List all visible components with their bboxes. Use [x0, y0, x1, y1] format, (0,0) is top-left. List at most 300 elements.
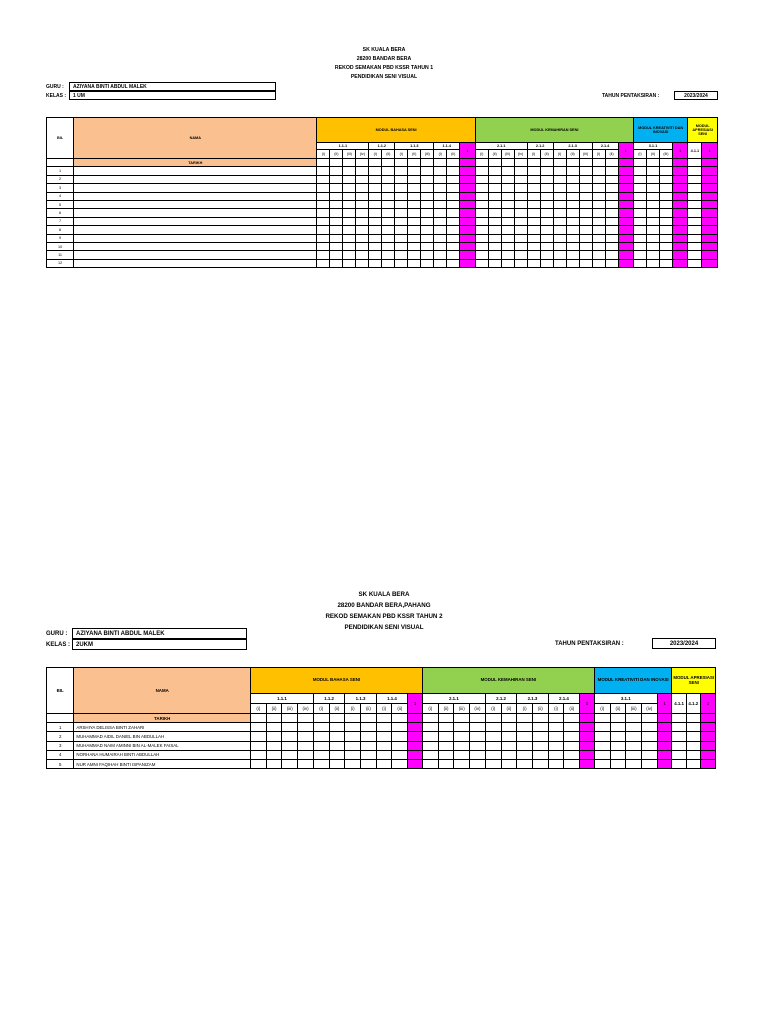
student-score-cell[interactable]	[610, 741, 626, 750]
tarikh-total-cell[interactable]	[408, 714, 423, 723]
student-total-cell[interactable]	[700, 741, 715, 750]
student-score-cell[interactable]	[532, 759, 548, 768]
student-score-cell[interactable]	[361, 741, 377, 750]
student-score-cell[interactable]	[672, 741, 686, 750]
student-total-cell[interactable]	[657, 750, 672, 759]
student-score-cell[interactable]	[532, 750, 548, 759]
student-score-cell[interactable]	[594, 750, 610, 759]
student-score-cell[interactable]	[298, 732, 314, 741]
tarikh-score-cell[interactable]	[610, 714, 626, 723]
student-score-cell[interactable]	[298, 723, 314, 732]
nama-header: NAMA	[74, 118, 317, 159]
student-row	[47, 741, 716, 750]
code-3-1-1: 3.1.1	[634, 143, 673, 150]
student-score-cell[interactable]	[361, 723, 377, 732]
tahun-label: TAHUN PENTAKSIRAN :	[555, 640, 624, 647]
student-score-cell[interactable]	[532, 732, 548, 741]
student-score-cell[interactable]	[548, 759, 564, 768]
student-score-cell[interactable]	[438, 750, 454, 759]
student-score-cell[interactable]	[594, 723, 610, 732]
student-score-cell[interactable]	[470, 759, 486, 768]
sub-header: (ii)	[605, 150, 618, 159]
tarikh-score-cell[interactable]	[392, 714, 408, 723]
student-bil: 8	[47, 226, 74, 234]
bil-header: BIL	[47, 118, 74, 159]
sub-header: (ii)	[501, 704, 517, 714]
guru-label: GURU :	[46, 83, 64, 90]
student-score-cell[interactable]	[548, 741, 564, 750]
total-header: 1	[672, 143, 687, 159]
student-total-cell[interactable]	[408, 759, 423, 768]
code-2-1-2: 2.1.2	[527, 143, 553, 150]
student-score-cell[interactable]	[329, 723, 345, 732]
student-total-cell[interactable]	[657, 732, 672, 741]
sub-header: (ii)	[646, 150, 659, 159]
sub-header: (iii)	[343, 150, 356, 159]
student-score-cell[interactable]	[501, 750, 517, 759]
student-score-cell[interactable]	[422, 723, 438, 732]
student-score-cell[interactable]	[282, 732, 298, 741]
student-score-cell[interactable]	[282, 723, 298, 732]
student-score-cell[interactable]	[672, 723, 686, 732]
student-total-cell[interactable]	[408, 732, 423, 741]
tarikh-score-cell[interactable]	[594, 714, 610, 723]
kelas-field[interactable]: 1 UM	[69, 91, 276, 100]
tarikh-score-cell[interactable]	[329, 714, 345, 723]
student-name[interactable]: NORHANA HUMAIRAH BINTI ABDULLAH	[74, 750, 251, 759]
sub-header: (iii)	[659, 150, 672, 159]
student-score-cell[interactable]	[422, 759, 438, 768]
module-header-1: MODUL BAHASA SENI	[317, 118, 475, 143]
student-score-cell[interactable]	[345, 741, 361, 750]
student-score-cell[interactable]	[376, 750, 392, 759]
subject-title: PENDIDIKAN SENI VISUAL	[344, 624, 424, 631]
sub-header: (ii)	[564, 704, 580, 714]
student-total-cell[interactable]	[657, 741, 672, 750]
student-score-cell[interactable]	[266, 732, 282, 741]
student-score-cell[interactable]	[313, 759, 329, 768]
student-total-cell[interactable]	[580, 723, 595, 732]
total-header: 1	[460, 143, 475, 159]
student-score-cell[interactable]	[548, 732, 564, 741]
student-total-cell[interactable]	[408, 750, 423, 759]
sub-header: (iii)	[421, 150, 434, 159]
sub-header: (iii)	[579, 150, 592, 159]
tarikh-score-cell[interactable]	[438, 714, 454, 723]
sub-header: (iii)	[282, 704, 298, 714]
tahun-field[interactable]: 2023/2024	[674, 91, 718, 100]
student-score-cell[interactable]	[548, 750, 564, 759]
student-score-cell[interactable]	[626, 759, 642, 768]
tarikh-score-cell[interactable]	[376, 714, 392, 723]
sub-header: (i)	[317, 150, 330, 159]
student-score-cell[interactable]	[672, 750, 686, 759]
student-score-cell[interactable]	[282, 741, 298, 750]
student-score-cell[interactable]	[642, 732, 658, 741]
tarikh-label: TARIKH	[74, 159, 317, 167]
tarikh-score-cell[interactable]	[422, 714, 438, 723]
student-score-cell[interactable]	[313, 750, 329, 759]
student-score-cell[interactable]	[517, 723, 533, 732]
student-score-cell[interactable]	[532, 723, 548, 732]
bil-header: BIL	[47, 668, 74, 714]
tarikh-score-cell[interactable]	[642, 714, 658, 723]
code-2-1-2: 2.1.2	[485, 694, 516, 704]
module-header-2: MODUL KEMAHIRAN SENI	[475, 118, 633, 143]
student-score-cell[interactable]	[564, 723, 580, 732]
sub-header: (i)	[345, 704, 361, 714]
student-score-cell[interactable]	[454, 759, 470, 768]
sub-header: (i)	[376, 704, 392, 714]
student-score-cell[interactable]	[517, 759, 533, 768]
student-total-cell[interactable]	[580, 759, 595, 768]
tarikh-score-cell[interactable]	[470, 714, 486, 723]
student-name[interactable]: NUR AMNI FAQIHAH BINTI ISPANIZAM	[74, 759, 251, 768]
module-header-3: MODUL KREATIVITI DAN INOVASI	[634, 118, 688, 143]
student-score-cell[interactable]	[376, 741, 392, 750]
student-score-cell[interactable]	[626, 750, 642, 759]
student-score-cell[interactable]	[485, 759, 501, 768]
code-4-1-1: 4.1.1	[672, 694, 686, 714]
code-1-1-4: 1.1.4	[434, 143, 460, 150]
code-4-1-1: 4.1.1	[688, 143, 702, 159]
student-score-cell[interactable]	[329, 750, 345, 759]
student-score-cell[interactable]	[422, 732, 438, 741]
student-score-cell[interactable]	[361, 750, 377, 759]
student-score-cell[interactable]	[361, 759, 377, 768]
student-score-cell[interactable]	[454, 732, 470, 741]
student-score-cell[interactable]	[345, 750, 361, 759]
student-score-cell[interactable]	[642, 750, 658, 759]
student-score-cell[interactable]	[610, 759, 626, 768]
student-row	[47, 723, 716, 732]
student-total-cell[interactable]	[580, 741, 595, 750]
sub-header: (i)	[434, 150, 447, 159]
tarikh-score-cell[interactable]	[361, 714, 377, 723]
student-bil: 9	[47, 234, 74, 242]
student-total-cell[interactable]	[700, 732, 715, 741]
student-score-cell[interactable]	[298, 750, 314, 759]
sub-header: (ii)	[382, 150, 395, 159]
student-score-cell[interactable]	[594, 732, 610, 741]
student-total-cell[interactable]	[580, 750, 595, 759]
tarikh-score-cell[interactable]	[298, 714, 314, 723]
tarikh-total-cell[interactable]	[700, 714, 715, 723]
kelas-field[interactable]: 2UKM	[72, 639, 247, 650]
student-score-cell[interactable]	[672, 759, 686, 768]
sub-header: (i)	[517, 704, 533, 714]
tarikh-score-cell[interactable]	[313, 714, 329, 723]
student-score-cell[interactable]	[438, 759, 454, 768]
school-name: SK KUALA BERA	[362, 47, 406, 53]
tarikh-total-cell[interactable]	[580, 714, 595, 723]
student-total-cell[interactable]	[700, 759, 715, 768]
student-score-cell[interactable]	[392, 732, 408, 741]
sub-header: (i)	[527, 150, 540, 159]
student-bil: 5	[47, 200, 74, 208]
code-2-1-4: 2.1.4	[548, 694, 579, 704]
student-score-cell[interactable]	[298, 759, 314, 768]
total-header: 1	[408, 694, 423, 714]
student-score-cell[interactable]	[313, 723, 329, 732]
student-score-cell[interactable]	[642, 759, 658, 768]
tarikh-score-cell[interactable]	[564, 714, 580, 723]
tarikh-score-cell[interactable]	[485, 714, 501, 723]
student-row	[47, 732, 716, 741]
student-score-cell[interactable]	[485, 723, 501, 732]
code-2-1-1: 2.1.1	[422, 694, 485, 704]
sub-header: (iv)	[298, 704, 314, 714]
student-score-cell[interactable]	[438, 741, 454, 750]
tarikh-label: TARIKH	[74, 714, 251, 723]
student-name[interactable]: MUHAMMAD AIDIL DANIEL BIN ABDULLAH	[74, 732, 251, 741]
student-score-cell[interactable]	[438, 723, 454, 732]
sub-header: (iii)	[501, 150, 514, 159]
student-score-cell[interactable]	[470, 750, 486, 759]
student-score-cell[interactable]	[282, 759, 298, 768]
tarikh-score-cell[interactable]	[454, 714, 470, 723]
code-1-1-2: 1.1.2	[313, 694, 344, 704]
sub-header: (ii)	[438, 704, 454, 714]
student-score-cell[interactable]	[422, 741, 438, 750]
sub-header: (i)	[395, 150, 408, 159]
sub-header: (ii)	[447, 150, 460, 159]
student-score-cell[interactable]	[485, 750, 501, 759]
tarikh-score-cell[interactable]	[517, 714, 533, 723]
sub-header: (i)	[313, 704, 329, 714]
student-score-cell[interactable]	[686, 741, 700, 750]
student-score-cell[interactable]	[313, 732, 329, 741]
subject-title: PENDIDIKAN SENI VISUAL	[350, 74, 418, 80]
student-score-cell[interactable]	[517, 750, 533, 759]
sub-header: (iv)	[514, 150, 527, 159]
sub-header: (ii)	[566, 150, 579, 159]
tarikh-score-cell[interactable]	[686, 714, 700, 723]
school-address: 28200 BANDAR BERA,PAHANG	[337, 602, 431, 609]
student-score-cell[interactable]	[361, 732, 377, 741]
student-score-cell[interactable]	[564, 732, 580, 741]
student-score-cell[interactable]	[501, 732, 517, 741]
student-bil: 1	[47, 723, 74, 732]
student-bil: 12	[47, 259, 74, 267]
student-row	[47, 759, 716, 768]
tarikh-score-cell[interactable]	[501, 714, 517, 723]
code-1-1-3: 1.1.3	[395, 143, 434, 150]
code-1-1-1: 1.1.1	[317, 143, 369, 150]
tarikh-score-cell[interactable]	[548, 714, 564, 723]
student-score-cell[interactable]	[392, 750, 408, 759]
student-score-cell[interactable]	[548, 723, 564, 732]
sub-header: (i)	[548, 704, 564, 714]
student-score-cell[interactable]	[298, 741, 314, 750]
student-score-cell[interactable]	[251, 750, 267, 759]
student-score-cell[interactable]	[672, 732, 686, 741]
student-total-cell[interactable]	[657, 723, 672, 732]
total-header: 1	[657, 694, 672, 714]
tahun-row	[555, 638, 716, 649]
student-score-cell[interactable]	[266, 759, 282, 768]
student-score-cell[interactable]	[345, 723, 361, 732]
student-score-cell[interactable]	[438, 732, 454, 741]
student-score-cell[interactable]	[594, 741, 610, 750]
tarikh-score-cell[interactable]	[345, 714, 361, 723]
student-score-cell[interactable]	[610, 723, 626, 732]
student-score-cell[interactable]	[564, 741, 580, 750]
student-score-cell[interactable]	[642, 741, 658, 750]
sheet-header	[0, 589, 768, 633]
code-2-1-4: 2.1.4	[592, 143, 618, 150]
student-score-cell[interactable]	[564, 759, 580, 768]
sub-header: (ii)	[408, 150, 421, 159]
student-score-cell[interactable]	[626, 723, 642, 732]
tahun-field[interactable]: 2023/2024	[652, 638, 716, 649]
student-score-cell[interactable]	[454, 750, 470, 759]
student-score-cell[interactable]	[626, 732, 642, 741]
student-total-cell[interactable]	[580, 732, 595, 741]
student-score-cell[interactable]	[517, 741, 533, 750]
sub-header: (iii)	[626, 704, 642, 714]
student-score-cell[interactable]	[517, 732, 533, 741]
guru-label: GURU :	[46, 630, 68, 637]
sub-header: (iv)	[356, 150, 369, 159]
student-score-cell[interactable]	[642, 723, 658, 732]
student-score-cell[interactable]	[329, 732, 345, 741]
tarikh-score-cell[interactable]	[266, 714, 282, 723]
code-2-1-3: 2.1.3	[517, 694, 548, 704]
student-score-cell[interactable]	[251, 741, 267, 750]
student-score-cell[interactable]	[251, 759, 267, 768]
kelas-label: KELAS :	[46, 641, 70, 648]
student-score-cell[interactable]	[282, 750, 298, 759]
student-score-cell[interactable]	[345, 759, 361, 768]
student-score-cell[interactable]	[470, 732, 486, 741]
student-score-cell[interactable]	[686, 723, 700, 732]
student-bil: 1	[47, 167, 74, 175]
sub-header: (ii)	[610, 704, 626, 714]
guru-field[interactable]: AZIYANA BINTI ABDUL MALEK	[72, 628, 247, 639]
guru-row	[46, 628, 247, 639]
student-score-cell[interactable]	[594, 759, 610, 768]
student-score-cell[interactable]	[329, 759, 345, 768]
student-bil: 4	[47, 192, 74, 200]
tarikh-bil-cell	[47, 714, 74, 723]
student-score-cell[interactable]	[392, 741, 408, 750]
student-name[interactable]: MUHAMMAD NAIM AMINNI BIN AL-MALEK FAISAL	[74, 741, 251, 750]
student-score-cell[interactable]	[266, 723, 282, 732]
sub-header: (ii)	[532, 704, 548, 714]
student-total-cell[interactable]	[700, 750, 715, 759]
student-score-cell[interactable]	[376, 723, 392, 732]
student-score-cell[interactable]	[610, 750, 626, 759]
student-total-cell[interactable]	[408, 723, 423, 732]
student-score-cell[interactable]	[564, 750, 580, 759]
sub-header: (iii)	[454, 704, 470, 714]
student-bil: 3	[47, 184, 74, 192]
student-bil: 10	[47, 242, 74, 250]
tarikh-score-cell[interactable]	[672, 714, 686, 723]
tarikh-score-cell[interactable]	[282, 714, 298, 723]
student-score-cell[interactable]	[454, 741, 470, 750]
total-header: 1	[700, 694, 715, 714]
module-header-4: MODUL APRESIASI SENI	[672, 668, 716, 694]
student-score-cell[interactable]	[422, 750, 438, 759]
total-header: 1	[618, 143, 633, 159]
sub-header: (ii)	[329, 704, 345, 714]
school-name: SK KUALA BERA	[358, 591, 410, 598]
student-score-cell[interactable]	[266, 750, 282, 759]
tarikh-total-cell[interactable]	[657, 714, 672, 723]
sub-header: (i)	[475, 150, 488, 159]
student-row	[47, 750, 716, 759]
student-score-cell[interactable]	[251, 723, 267, 732]
student-bil: 6	[47, 209, 74, 217]
student-score-cell[interactable]	[485, 732, 501, 741]
student-score-cell[interactable]	[686, 732, 700, 741]
sub-header: (i)	[251, 704, 267, 714]
student-score-cell[interactable]	[392, 759, 408, 768]
student-score-cell[interactable]	[532, 741, 548, 750]
total-header: 1	[580, 694, 595, 714]
code-4-1-2: 4.1.2	[686, 694, 700, 714]
student-total-cell[interactable]	[700, 723, 715, 732]
tahun-label: TAHUN PENTAKSIRAN :	[602, 92, 660, 99]
student-bil: 7	[47, 217, 74, 225]
student-score-cell[interactable]	[392, 723, 408, 732]
sub-header: (iv)	[642, 704, 658, 714]
student-score-cell[interactable]	[626, 741, 642, 750]
guru-field[interactable]: AZIYANA BINTI ABDUL MALEK	[69, 82, 276, 91]
code-1-1-2: 1.1.2	[369, 143, 395, 150]
student-score-cell[interactable]	[501, 741, 517, 750]
student-bil: 5	[47, 759, 74, 768]
student-total-cell[interactable]	[408, 741, 423, 750]
student-score-cell[interactable]	[610, 732, 626, 741]
student-bil: 11	[47, 251, 74, 259]
student-score-cell[interactable]	[266, 741, 282, 750]
student-bil: 3	[47, 741, 74, 750]
code-3-1-1: 3.1.1	[594, 694, 657, 704]
student-score-cell[interactable]	[329, 741, 345, 750]
student-score-cell[interactable]	[470, 741, 486, 750]
module-header-4: MODUL APRESIASI SENI	[688, 118, 718, 143]
module-header-1: MODUL BAHASA SENI	[251, 668, 423, 694]
student-total-cell[interactable]	[657, 759, 672, 768]
student-score-cell[interactable]	[376, 759, 392, 768]
student-score-cell[interactable]	[501, 723, 517, 732]
student-score-cell[interactable]	[251, 732, 267, 741]
code-1-1-1: 1.1.1	[251, 694, 314, 704]
student-score-cell[interactable]	[501, 759, 517, 768]
student-score-cell[interactable]	[454, 723, 470, 732]
code-1-1-3: 1.1.3	[345, 694, 376, 704]
student-score-cell[interactable]	[345, 732, 361, 741]
student-score-cell[interactable]	[485, 741, 501, 750]
tarikh-score-cell[interactable]	[532, 714, 548, 723]
student-score-cell[interactable]	[686, 750, 700, 759]
tarikh-score-cell[interactable]	[626, 714, 642, 723]
student-bil: 2	[47, 175, 74, 183]
module-header-row	[47, 668, 716, 694]
student-score-cell[interactable]	[376, 732, 392, 741]
nama-header: NAMA	[74, 668, 251, 714]
student-score-cell[interactable]	[470, 723, 486, 732]
student-score-cell[interactable]	[686, 759, 700, 768]
code-2-1-1: 2.1.1	[475, 143, 527, 150]
tarikh-score-cell[interactable]	[251, 714, 267, 723]
student-name[interactable]: ARSHIYA DELISSA BINTI ZAHARI	[74, 723, 251, 732]
tarikh-row	[47, 714, 716, 723]
student-score-cell[interactable]	[313, 741, 329, 750]
